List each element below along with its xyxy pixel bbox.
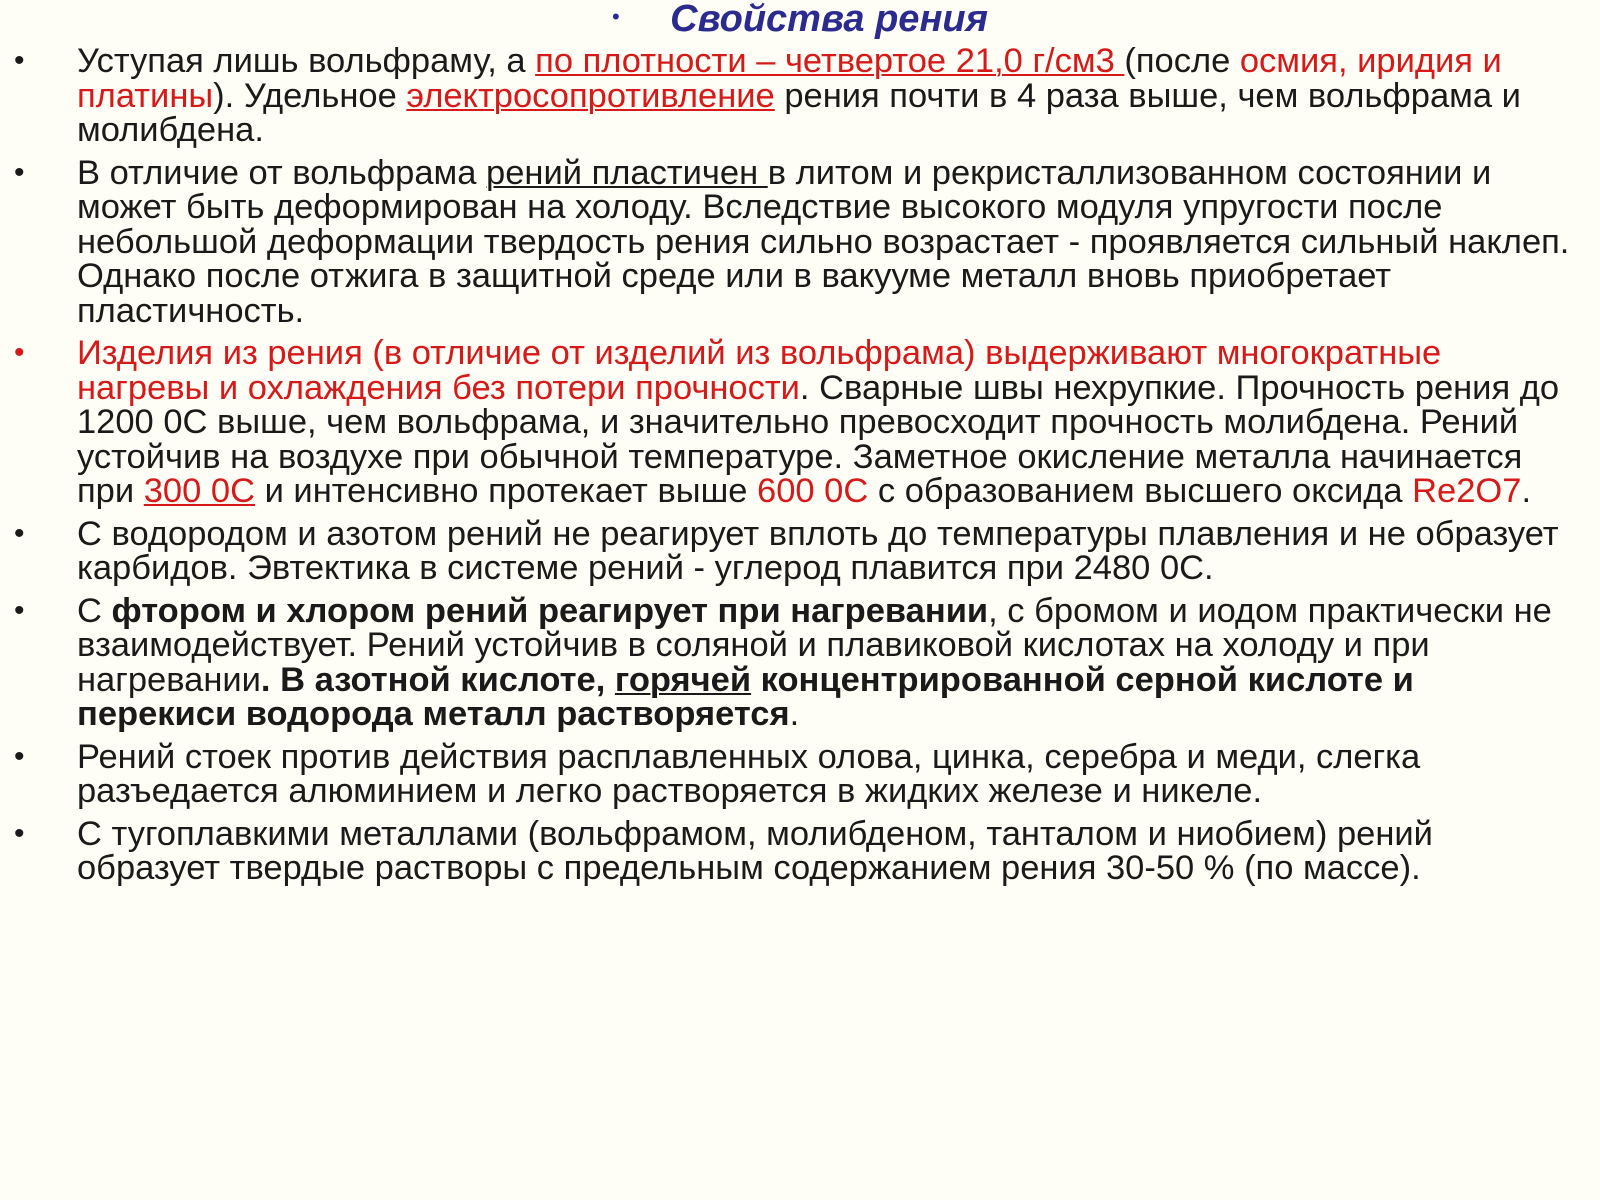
- bullet-item-hydrogen: [0, 514, 1600, 587]
- bullet-item-molten-metals: [0, 737, 1600, 810]
- intense-temp-highlight: 600 0С: [757, 472, 869, 510]
- hot-bold-underline: горячей: [614, 660, 752, 699]
- text-segment: Уступая лишь вольфраму, а: [77, 42, 536, 80]
- text-segment: .: [1521, 472, 1532, 510]
- plasticity-underline: рений пластичен: [486, 153, 768, 192]
- text-segment: Рений стоек против действия расплавленных олова, цинка, серебра и меди, слегка разъедается алюминием и легко растворяется в жидких железе и никеле.: [77, 737, 1421, 810]
- dissolves-bold: концентрированной серной кислоте и перекиси водорода металл растворяется: [77, 660, 1414, 733]
- bullet-item-density: [0, 44, 1600, 148]
- bullet-marker: •: [14, 516, 25, 550]
- text-segment: С: [77, 591, 112, 630]
- metals-highlight: осмия, иридия и платины: [77, 42, 1502, 115]
- bullet-marker-red: •: [14, 336, 25, 369]
- title-row: [0, 0, 1600, 44]
- text-segment: В отличие от вольфрама: [77, 153, 487, 192]
- heating-highlight: Изделия из рения (в отличие от изделий из вольфрама) выдерживают многократные нагревы и охлаждения без потери прочности: [77, 334, 1442, 407]
- text-segment: С тугоплавкими металлами (вольфрамом, молибденом, танталом и ниобием) рений образует твердые растворы с предельным содержанием рения 30-50 % (по массе).: [77, 814, 1433, 887]
- text-segment: С водородом и азотом рений не реагирует вплоть до температуры плавления и не образует карбидов. Эвтектика в системе рений - углерод плавится при 2480 0С.: [77, 514, 1559, 587]
- text-segment: в литом и рекристаллизованном состоянии и может быть деформирован на холоду. Вследствие высокого модуля упругости после небольшой деформации твердость рения сильно возрастает - проявляется сильный наклеп. Однако после отжига в защитной среде или в вакууме металл вновь приобретает пластичность.: [77, 153, 1570, 330]
- resistivity-highlight: электросопротивление: [406, 76, 775, 115]
- bullet-marker: •: [14, 739, 25, 773]
- oxide-formula: Re2O7: [1412, 472, 1522, 510]
- bullet-item-heating: [0, 336, 1600, 509]
- bullet-item-plasticity: [0, 153, 1600, 330]
- bullet-item-halogens: [0, 591, 1600, 733]
- density-highlight: по плотности – четвертое 21,0 г/см3: [535, 42, 1125, 80]
- oxidation-temp-highlight: 300 0С: [143, 472, 255, 510]
- text-segment: (после: [1124, 42, 1240, 80]
- title-bullet: •: [612, 4, 620, 29]
- bullet-marker: •: [14, 816, 25, 850]
- text-segment: .: [789, 695, 800, 733]
- bullet-marker: •: [14, 44, 25, 77]
- text-segment: с образованием высшего оксида: [868, 472, 1413, 510]
- halogen-bold: фтором и хлором рений реагирует при нагревании: [111, 591, 989, 630]
- text-segment: . Сварные швы нехрупкие. Прочность рения до 1200 0С выше, чем вольфрама, и значительно превосходит прочность молибдена. Рений устойчив на воздухе при обычной температуре. Заметное окисление металла начинается при: [77, 368, 1560, 510]
- text-segment: ). Удельное: [213, 76, 407, 115]
- bullet-item-refractory: [0, 814, 1600, 887]
- slide-title: Свойства рения: [670, 0, 988, 40]
- text-segment: и интенсивно протекает выше: [254, 472, 758, 510]
- bullet-marker: •: [14, 593, 25, 627]
- bullet-list: [0, 44, 1600, 894]
- text-segment: рения почти в 4 раза выше, чем вольфрама и молибдена.: [77, 76, 1521, 149]
- text-segment: , с бромом и иодом практически не взаимодействует. Рений устойчив в соляной и плавиковой кислотах на холоду и при нагревании: [77, 591, 1552, 699]
- acid-bold: . В азотной кислоте,: [260, 660, 615, 699]
- bullet-marker: •: [14, 155, 25, 189]
